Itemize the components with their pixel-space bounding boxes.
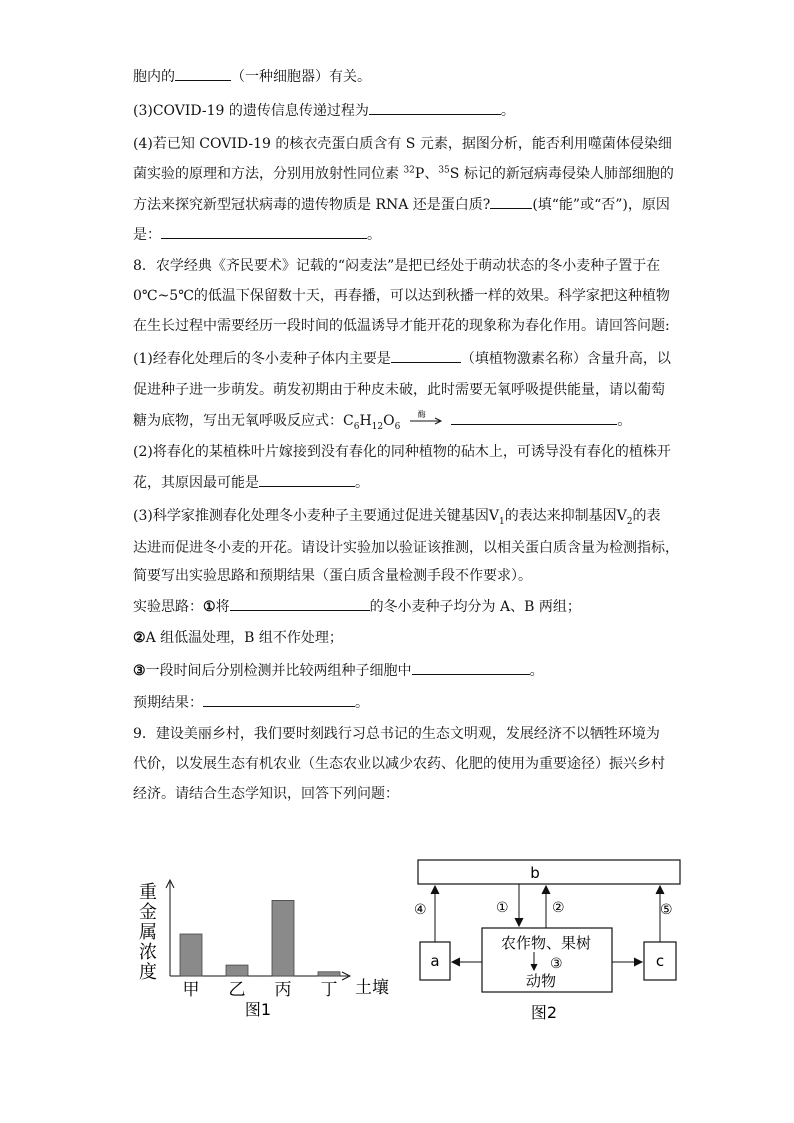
- q8-line-5: 促进种子进一步萌发。萌发初期由于种皮未破，此时需要无氧呼吸提供能量，请以葡萄: [133, 382, 665, 398]
- figure-1-caption: 图1: [244, 1000, 272, 1019]
- q8-line-6: 糖为底物，写出无氧呼吸反应式：$C_6H_{12}O_6$ 酶 。: [133, 410, 632, 432]
- label-5: ⑤: [660, 902, 673, 918]
- answer-blank[interactable]: [391, 348, 461, 363]
- box-b-label: b: [530, 864, 540, 882]
- q8-line-15: 预期结果： 。: [133, 692, 369, 713]
- crops-label: 农作物、果树: [500, 934, 592, 952]
- q8-line-2: 0℃~5℃的低温下保留数十天，再春播，可以达到秋播一样的效果。科学家把这种植物: [133, 288, 670, 304]
- figure-1-bar-chart: [130, 870, 400, 1020]
- answer-blank[interactable]: [412, 660, 530, 675]
- q9-line-2: 代价，以发展生态有机农业（生态农业以减少农药、化肥的使用为重要途径）振兴乡村: [133, 756, 665, 772]
- arrow-up-icon: [542, 886, 550, 894]
- category-label: 甲: [182, 980, 200, 1000]
- bar-甲: [180, 934, 202, 976]
- enzyme-arrow: 酶: [409, 411, 443, 425]
- box-b: [418, 860, 680, 884]
- answer-blank[interactable]: [369, 100, 501, 115]
- arrow-up-icon: [656, 886, 664, 894]
- answer-blank[interactable]: [490, 194, 532, 209]
- arrow-right-icon: [634, 958, 642, 966]
- label-2: ②: [552, 900, 565, 916]
- q9-line-3: 经济。请结合生态学知识，回答下列问题：: [133, 786, 399, 802]
- q8-line-7: (2)将春化的某植株叶片嫁接到没有春化的同种植物的砧木上，可诱导没有春化的植株开: [133, 444, 671, 460]
- q7-line-1: 胞内的 （一种细胞器）有关。: [133, 66, 371, 87]
- q8-line-10: 达进而促进冬小麦的开花。请设计实验加以验证该推测，以相关蛋白质含量为检测指标，: [133, 540, 679, 556]
- ylabel-char: 度: [139, 962, 157, 983]
- label-1: ①: [496, 900, 509, 916]
- reaction-arrow-icon: [409, 413, 443, 427]
- label-4: ④: [414, 902, 427, 918]
- arrow-down-icon: [515, 918, 523, 926]
- q7-line-5: 方法来探究新型冠状病毒的遗传物质是 RNA 还是蛋白质? (填“能”或“否”)，原因: [133, 194, 670, 215]
- bar-丁: [318, 972, 340, 976]
- q8-line-1: 8．农学经典《齐民要术》记载的“闷麦法”是把已经处于萌动状态的冬小麦种子置于在: [133, 258, 661, 274]
- category-label: 丙: [274, 980, 292, 1000]
- q8-line-13: ②A 组低温处理，B 组不作处理；: [133, 630, 343, 646]
- q8-line-14: ③一段时间后分别检测并比较两组种子细胞中 。: [133, 660, 544, 681]
- box-c-label: c: [655, 952, 665, 970]
- answer-blank[interactable]: [451, 410, 617, 425]
- answer-blank[interactable]: [161, 224, 367, 239]
- q8-line-8: 花，其原因最可能是 。: [133, 472, 369, 493]
- answer-blank[interactable]: [230, 596, 370, 611]
- category-label: 乙: [228, 980, 246, 1000]
- animals-label: 动物: [525, 972, 557, 990]
- q7-line-3: (4)若已知 COVID-19 的核衣壳蛋白质含有 S 元素，据图分析，能否利用噬菌体侵染细: [133, 136, 672, 152]
- category-label: 丁: [320, 980, 338, 1000]
- ylabel-char: 金: [139, 902, 157, 923]
- label-3: ③: [550, 956, 563, 972]
- ylabel-char: 浓: [139, 942, 157, 963]
- q8-line-11: 简要写出实验思路和预期结果（蛋白质含量检测手段不作要求）。: [133, 568, 532, 584]
- q8-line-4: (1)经春化处理后的冬小麦种子体内主要是 （填植物激素名称）含量升高，以: [133, 348, 671, 369]
- chart-ylabel: [139, 882, 157, 983]
- box-a-label: a: [430, 952, 440, 970]
- arrow-left-icon: [452, 958, 460, 966]
- bar-乙: [226, 965, 248, 976]
- q8-line-9: (3)科学家推测春化处理冬小麦种子主要通过促进关键基因$V_1$的表达来抑制基因$V_2$的表: [133, 508, 661, 527]
- answer-blank[interactable]: [203, 692, 355, 707]
- q7-line-2: (3)COVID-19 的遗传信息传递过程为 。: [133, 100, 515, 121]
- ylabel-char: 重: [139, 882, 157, 903]
- arrow-up-icon: [431, 886, 439, 894]
- figure-2-diagram: [412, 856, 692, 1031]
- q9-line-1: 9．建设美丽乡村，我们要时刻践行习总书记的生态文明观，发展经济不以牺牲环境为: [133, 726, 660, 742]
- q8-line-3: 在生长过程中需要经历一段时间的低温诱导才能开花的现象称为春化作用。请回答问题:: [133, 318, 670, 334]
- ylabel-char: 属: [139, 922, 157, 943]
- q7-line-4: 菌实验的原理和方法，分别用放射性同位素 $^{32}$P、$^{35}$S 标记的新冠病毒侵染人肺部细胞的: [133, 165, 674, 182]
- figure-2-caption: 图2: [530, 1003, 558, 1022]
- bar-丙: [272, 900, 294, 976]
- answer-blank[interactable]: [259, 472, 355, 487]
- q8-line-12: 实验思路：①将 的冬小麦种子均分为 A、B 两组；: [133, 596, 581, 617]
- chart-xlabel: 土壤: [355, 978, 389, 998]
- q7-line-6: 是： 。: [133, 224, 381, 245]
- answer-blank[interactable]: [175, 66, 231, 81]
